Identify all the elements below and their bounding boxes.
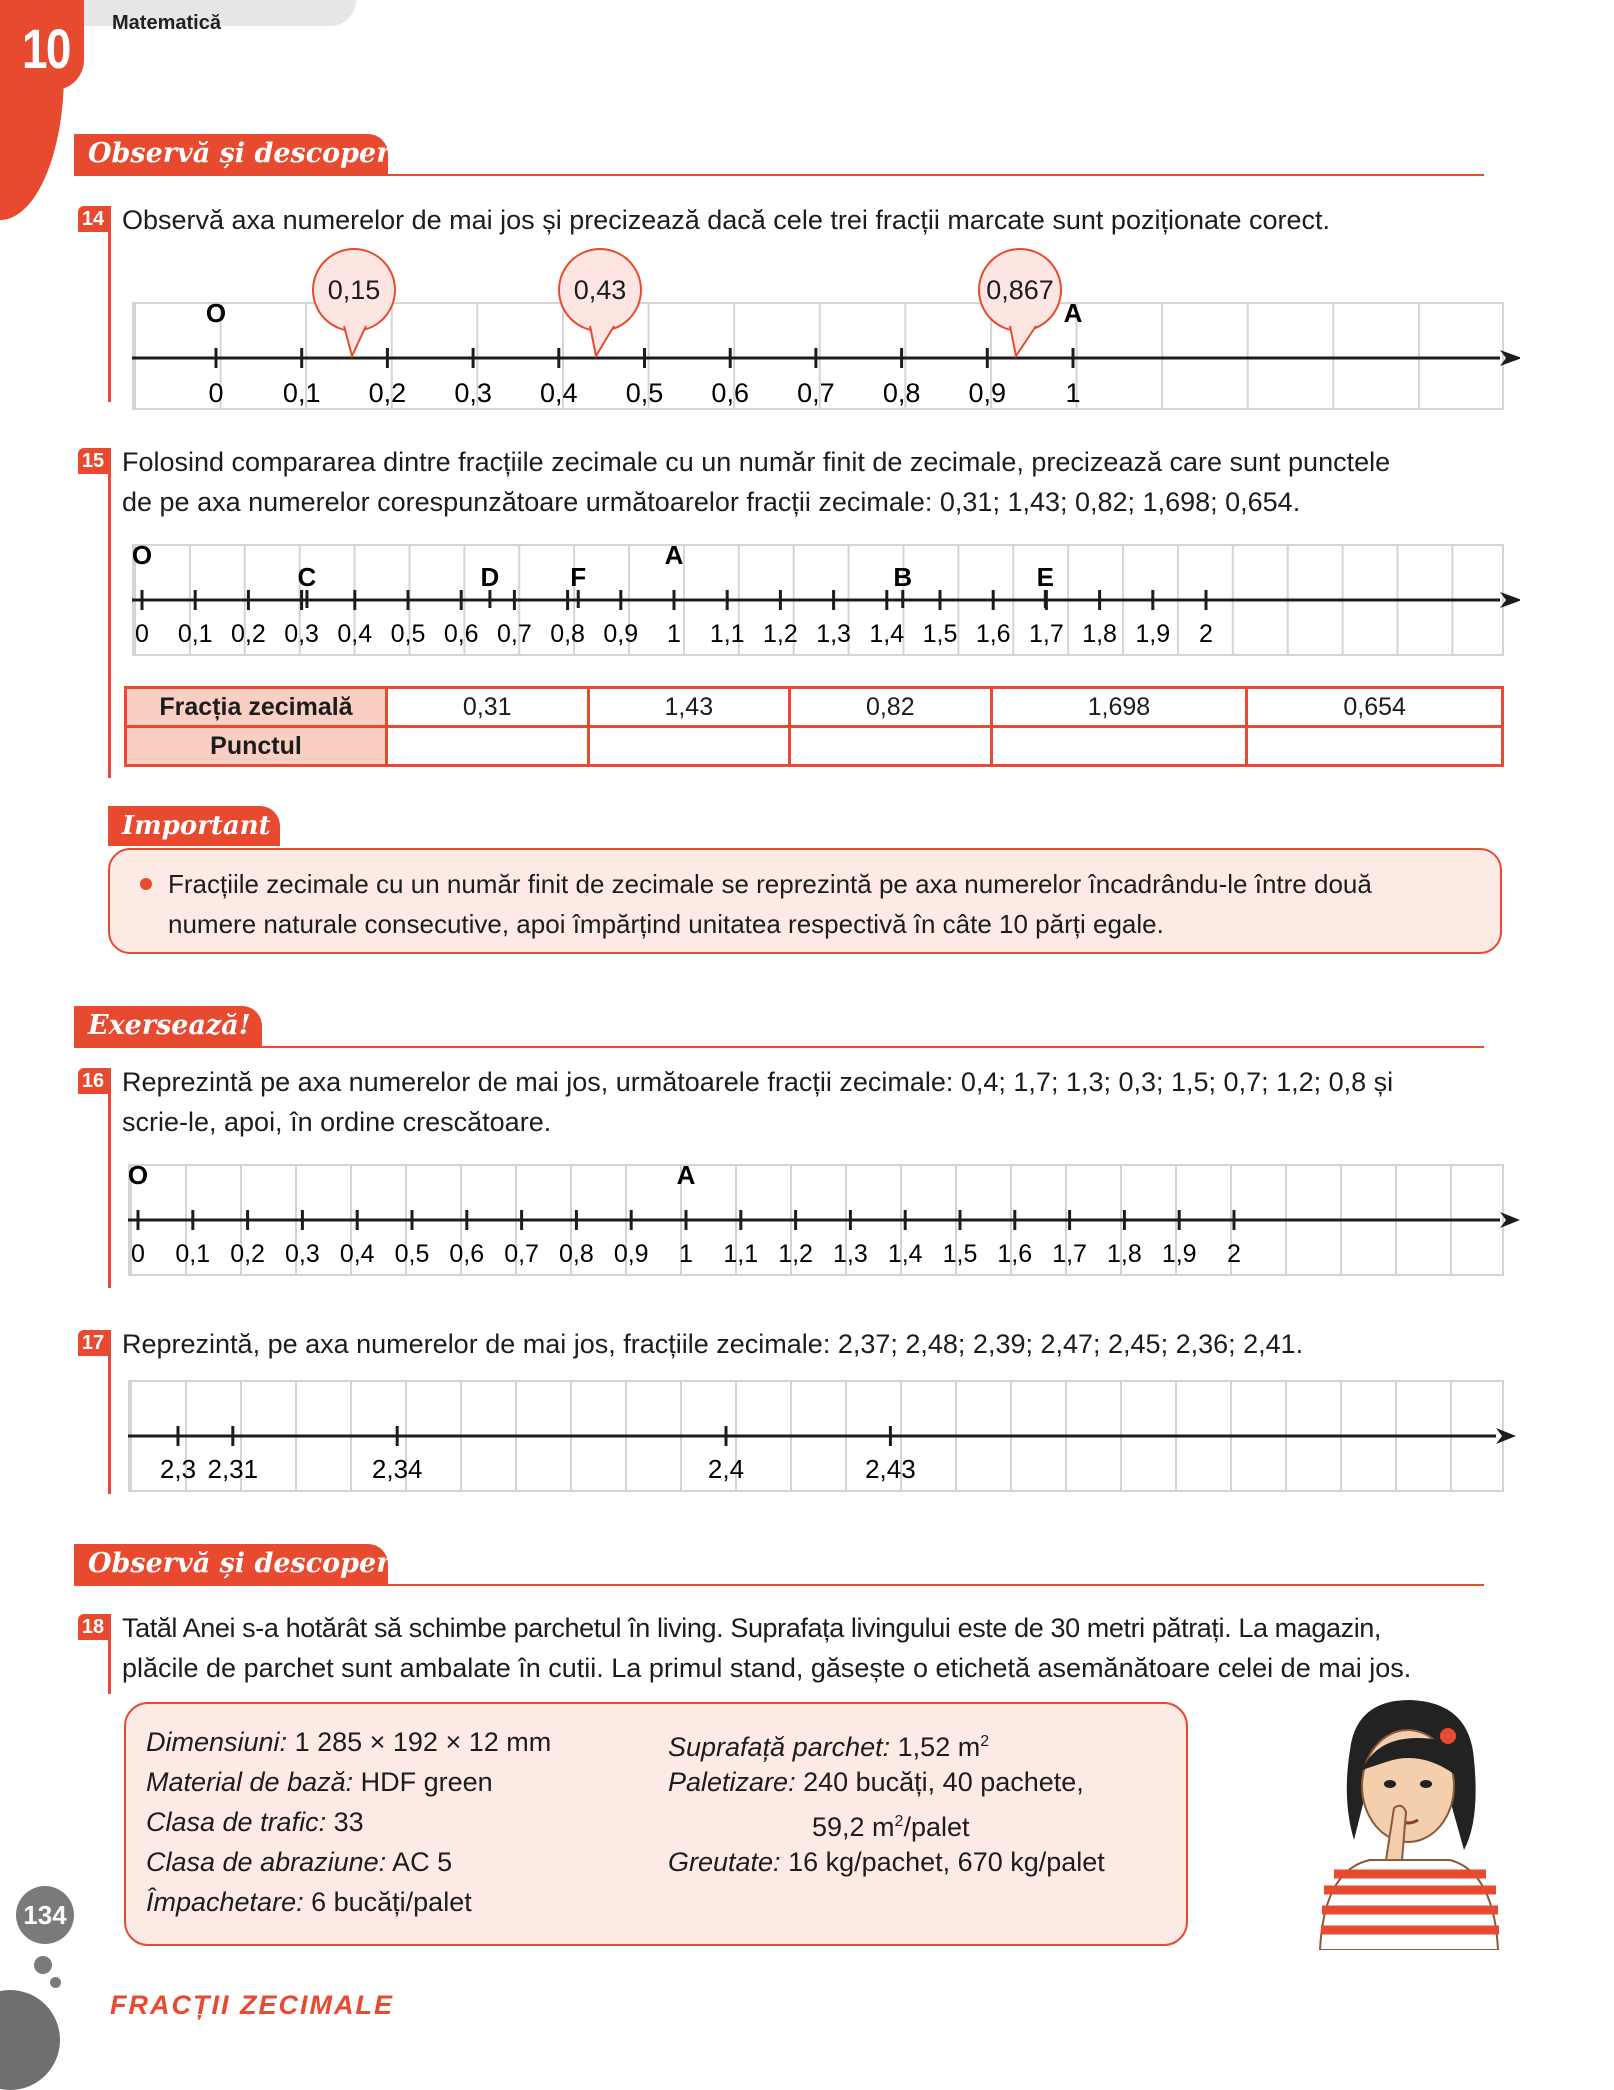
axis-line xyxy=(132,592,1520,608)
bullet-icon xyxy=(140,878,152,890)
tick-label: 0,3 xyxy=(454,378,492,408)
label-key: Clasa de trafic: xyxy=(146,1807,327,1837)
label-paletizare-cont xyxy=(812,1802,970,1847)
tick-label: 1 xyxy=(1065,378,1081,408)
answer-cell[interactable] xyxy=(588,727,790,766)
table-cell: 1,698 xyxy=(991,688,1247,727)
problem-number-14: 14 xyxy=(78,206,108,232)
tick-label: 0,2 xyxy=(230,1240,265,1268)
tick-marks xyxy=(132,540,1213,648)
answer-cell[interactable] xyxy=(1247,727,1503,766)
label-key: Împachetare: xyxy=(146,1887,304,1917)
tick-label: 0,3 xyxy=(285,1240,320,1268)
point-label: A xyxy=(664,540,684,570)
number-line-17 xyxy=(116,1372,1520,1492)
tick-label: 0,2 xyxy=(368,378,407,408)
callout-pointers xyxy=(300,320,1060,360)
label-material xyxy=(146,1762,493,1802)
table-cell: 0,82 xyxy=(790,688,992,727)
tick-label: 0,4 xyxy=(540,378,578,408)
important-line2: numere naturale consecutive, apoi împărțind unitatea respectivă în câte 10 părți egale. xyxy=(168,909,1164,939)
label-key: Suprafață parchet: xyxy=(668,1732,891,1762)
point-label: O xyxy=(127,1160,149,1190)
tick-label: 2,31 xyxy=(207,1454,259,1484)
tick-label: 2,3 xyxy=(159,1454,197,1484)
tick-label: 1,3 xyxy=(816,620,851,648)
problem-18-line2: plăcile de parchet sunt ambalate în cutii. La primul stand, găsește o etichetă asemănătoare celei de mai jos. xyxy=(122,1653,1412,1683)
label-value: 240 bucăți, 40 pachete, xyxy=(795,1767,1084,1797)
label-key: Clasa de abraziune: xyxy=(146,1847,387,1877)
tick-label: 1,2 xyxy=(778,1240,813,1268)
tick-label: 1,1 xyxy=(709,620,745,648)
table-cell: 0,654 xyxy=(1247,688,1503,727)
fraction-table xyxy=(124,686,1504,767)
tick-label: 0,2 xyxy=(231,620,266,648)
section-banner-observa: Observă și descoperă! xyxy=(74,134,388,174)
problem-number-15: 15 xyxy=(78,448,108,474)
tick-label: 1 xyxy=(679,1240,693,1268)
table-row xyxy=(126,727,1503,766)
tick-label: 0,7 xyxy=(497,620,532,648)
problem-14-text: Observă axa numerelor de mai jos și precizează dacă cele trei fracții marcate sunt poziționate corect. xyxy=(122,205,1331,235)
tick-label: 1,5 xyxy=(922,620,958,648)
number-line-15 xyxy=(120,536,1520,656)
table-cell: 1,43 xyxy=(588,688,790,727)
label-impachetare xyxy=(146,1882,472,1922)
problem-bar xyxy=(108,448,111,778)
subject-title: Matematică xyxy=(112,12,221,34)
tick-label: 1,3 xyxy=(833,1240,868,1268)
tick-label: 1,1 xyxy=(723,1240,759,1268)
label-value: 16 kg/pachet, 670 kg/palet xyxy=(780,1847,1105,1877)
problem-bar xyxy=(108,206,111,402)
callout-value: 0,867 xyxy=(986,275,1054,305)
tick-label: 0,7 xyxy=(504,1240,539,1268)
point-label: A xyxy=(676,1160,696,1190)
label-value: 1,52 m xyxy=(890,1732,981,1762)
tick-label: 0,9 xyxy=(603,620,639,648)
label-value: HDF green xyxy=(353,1767,493,1797)
label-key: Dimensiuni: xyxy=(146,1727,288,1757)
problem-bar xyxy=(108,1614,111,1694)
table-row xyxy=(126,688,1503,727)
label-key: Material de bază: xyxy=(146,1767,354,1797)
superscript: 2 xyxy=(980,1733,990,1750)
tick-label: 2,34 xyxy=(371,1454,423,1484)
answer-cell[interactable] xyxy=(991,727,1247,766)
tick-label: 0,4 xyxy=(337,620,373,648)
label-suprafata xyxy=(668,1722,989,1767)
chapter-number: 10 xyxy=(22,17,70,80)
label-abraziune xyxy=(146,1842,452,1882)
label-value: AC 5 xyxy=(386,1847,453,1877)
decoration-dot xyxy=(50,1977,61,1988)
callout-value: 0,15 xyxy=(327,275,381,305)
tick-marks xyxy=(128,1160,1241,1268)
point-label: C xyxy=(297,562,317,592)
tick-label: 0,8 xyxy=(559,1240,594,1268)
tick-label: 0,5 xyxy=(390,620,426,648)
tick-label: 1,9 xyxy=(1135,620,1171,648)
label-value: 33 xyxy=(326,1807,364,1837)
tick-label: 2,43 xyxy=(865,1454,916,1484)
problem-number-18: 18 xyxy=(78,1614,108,1640)
axis-line xyxy=(128,1428,1516,1444)
problem-16-line2: scrie-le, apoi, în ordine crescătoare. xyxy=(122,1107,552,1137)
corner-decoration xyxy=(0,1990,60,2090)
tick-label: 0,7 xyxy=(797,378,835,408)
tick-label: 1,6 xyxy=(997,1240,1033,1268)
tick-label: 0,9 xyxy=(613,1240,649,1268)
problem-bar xyxy=(108,1330,111,1494)
tick-label: 1,4 xyxy=(887,1240,923,1268)
tick-label: 0,4 xyxy=(339,1240,375,1268)
tick-label: 1,8 xyxy=(1107,1240,1142,1268)
label-value: 6 bucăți/palet xyxy=(303,1887,472,1917)
section-banner-observa: Observă și descoperă! xyxy=(74,1544,388,1584)
important-line1: Fracțiile zecimale cu un număr finit de zecimale se reprezintă pe axa numerelor încadrându-le între două xyxy=(168,869,1372,899)
table-cell: 0,31 xyxy=(387,688,589,727)
point-label: B xyxy=(893,562,913,592)
chapter-title: FRACȚII ZECIMALE xyxy=(110,1990,394,2020)
problem-17-text: Reprezintă, pe axa numerelor de mai jos, fracțiile zecimale: 2,37; 2,48; 2,39; 2,47; 2,45; 2,36; 2,41. xyxy=(122,1329,1304,1359)
tick-label: 1 xyxy=(667,620,681,648)
point-label: E xyxy=(1036,562,1055,592)
tick-label: 1,9 xyxy=(1161,1240,1197,1268)
tick-label: 0,1 xyxy=(177,620,213,648)
table-header: Fracția zecimală xyxy=(126,688,387,727)
tick-label: 1,8 xyxy=(1082,620,1117,648)
label-value: /palet xyxy=(903,1812,970,1842)
label-trafic xyxy=(146,1802,364,1842)
table-header: Punctul xyxy=(126,727,387,766)
problem-18-line1: Tatăl Anei s-a hotărât să schimbe parchetul în living. Suprafața livingului este de 30 metri pătrați. La magazin, xyxy=(122,1613,1382,1643)
label-dimensiuni xyxy=(146,1722,551,1762)
section-rule xyxy=(74,174,1484,176)
answer-cell[interactable] xyxy=(790,727,992,766)
answer-cell[interactable] xyxy=(387,727,589,766)
point-label-a: A xyxy=(1063,298,1083,328)
tick-label: 0 xyxy=(135,620,149,648)
page-number: 134 xyxy=(16,1886,74,1944)
tick-label: 0,5 xyxy=(394,1240,430,1268)
label-value: 59,2 m xyxy=(812,1812,895,1842)
callout-value: 0,43 xyxy=(573,275,627,305)
superscript: 2 xyxy=(894,1813,904,1830)
tick-label: 0,9 xyxy=(968,378,1007,408)
tick-label: 0 xyxy=(208,378,224,408)
label-key: Greutate: xyxy=(668,1847,781,1877)
tick-label: 0 xyxy=(131,1240,145,1268)
tick-label: 1,6 xyxy=(975,620,1011,648)
tick-label: 1,7 xyxy=(1029,620,1064,648)
tick-label: 2 xyxy=(1227,1240,1241,1268)
section-rule xyxy=(74,1046,1484,1048)
problem-bar xyxy=(108,1068,111,1288)
problem-number-17: 17 xyxy=(78,1330,108,1356)
decoration-dot xyxy=(34,1956,52,1974)
problem-15-line2: de pe axa numerelor corespunzătoare următoarelor fracții zecimale: 0,31; 1,43; 0,82; 1,698; 0,654. xyxy=(122,487,1301,517)
problem-15-line1: Folosind compararea dintre fracțiile zecimale cu un număr finit de zecimale, precizează care sunt punctele xyxy=(122,447,1391,477)
tick-label: 2,4 xyxy=(707,1454,745,1484)
section-banner-exerseaza: Exersează! xyxy=(74,1006,262,1046)
tick-label: 0,8 xyxy=(882,378,921,408)
number-line-16 xyxy=(116,1156,1520,1276)
point-label: F xyxy=(570,562,587,592)
tick-label: 0,3 xyxy=(284,620,319,648)
tick-label: 0,6 xyxy=(449,1240,485,1268)
tick-label: 0,8 xyxy=(550,620,585,648)
point-label-o: O xyxy=(205,298,227,328)
problem-number-16: 16 xyxy=(78,1068,108,1094)
tick-label: 0,5 xyxy=(625,378,664,408)
label-paletizare xyxy=(668,1762,1084,1802)
tick-label: 1,4 xyxy=(869,620,905,648)
label-value: 1 285 × 192 × 12 mm xyxy=(287,1727,552,1757)
axis-line xyxy=(128,1212,1520,1228)
tick-label: 0,6 xyxy=(443,620,479,648)
tick-label: 0,1 xyxy=(282,378,321,408)
point-label: D xyxy=(480,562,500,592)
tick-label: 2 xyxy=(1199,620,1213,648)
label-greutate xyxy=(668,1842,1105,1882)
label-key: Paletizare: xyxy=(668,1767,796,1797)
girl-illustration xyxy=(1290,1690,1510,1950)
point-label: O xyxy=(131,540,153,570)
problem-16-line1: Reprezintă pe axa numerelor de mai jos, următoarele fracții zecimale: 0,4; 1,7; 1,3; 0,3; 1,5; 0,7; 1,2; 0,8 și xyxy=(122,1067,1394,1097)
section-banner-important: Important xyxy=(108,806,280,846)
tick-label: 0,1 xyxy=(175,1240,211,1268)
tick-label: 1,5 xyxy=(942,1240,978,1268)
tick-label: 1,2 xyxy=(763,620,798,648)
tick-label: 1,7 xyxy=(1052,1240,1087,1268)
section-rule xyxy=(74,1584,1484,1586)
tick-label: 0,6 xyxy=(711,378,749,408)
